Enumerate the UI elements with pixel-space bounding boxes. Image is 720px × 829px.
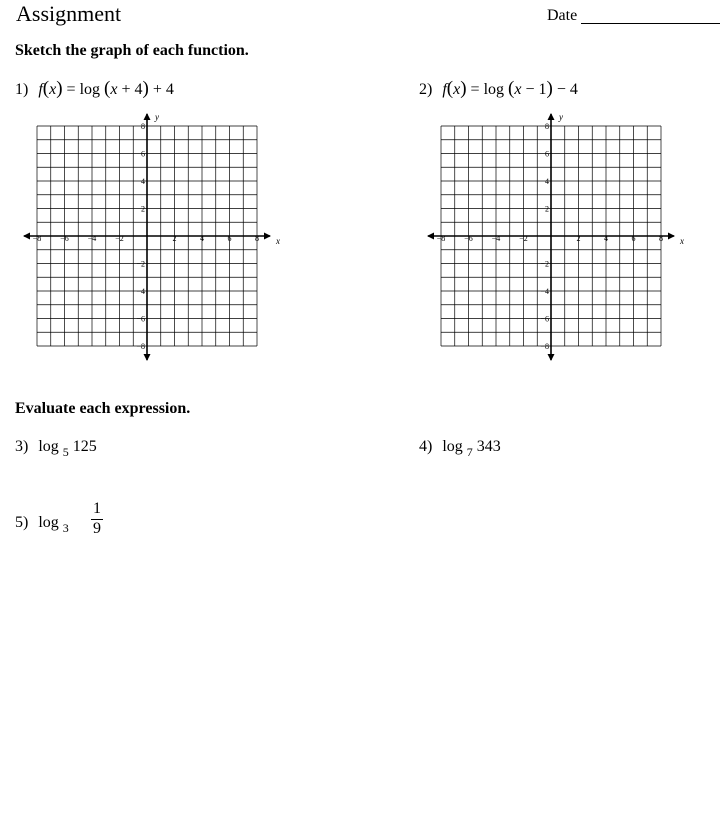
fraction-denominator: 9 — [93, 520, 101, 537]
function-eq: = log — [470, 81, 505, 98]
x-tick-label: 6 — [227, 234, 232, 243]
problem-2: 2) f(x) = log (x − 1) − 4 — [419, 78, 578, 99]
x-tick-label: −4 — [87, 234, 97, 243]
y-tick-label: 2 — [141, 204, 145, 214]
x-tick-label: −8 — [32, 234, 42, 243]
problem-number: 4) — [419, 438, 433, 455]
x-tick-label: 6 — [631, 234, 636, 243]
y-tick-label: −2 — [540, 259, 549, 269]
y-axis-arrow-up — [144, 113, 151, 120]
x-tick-label: 8 — [659, 234, 663, 243]
y-tick-label: −2 — [136, 259, 145, 269]
y-axis-label: y — [155, 112, 159, 122]
x-tick-label: 4 — [604, 234, 608, 243]
y-tick-label: −8 — [540, 342, 549, 351]
date-field[interactable] — [581, 23, 720, 24]
x-tick-label: 2 — [172, 234, 177, 243]
x-tick-label: −6 — [60, 234, 69, 243]
x-tick-label: −2 — [519, 234, 528, 243]
y-tick-label: −6 — [540, 314, 549, 324]
function-name: f — [442, 81, 447, 98]
date-label: Date — [547, 7, 578, 24]
problem-number: 1) — [15, 81, 29, 98]
problem-1: 1) f(x) = log (x + 4) + 4 — [15, 78, 174, 99]
problem-number: 3) — [15, 438, 29, 455]
y-axis-arrow-down — [144, 354, 151, 361]
section-heading-graph: Sketch the graph of each function. — [15, 42, 249, 59]
x-axis-arrow-right — [264, 233, 271, 240]
page-title: Assignment — [16, 1, 122, 26]
inner-var: x — [110, 81, 118, 98]
log-label: log — [38, 514, 59, 531]
problem-5 — [15, 500, 101, 537]
problem-number: 2) — [419, 81, 433, 98]
x-axis-arrow-right — [668, 233, 675, 240]
coordinate-grid-2[interactable] — [426, 112, 684, 366]
x-tick-label: 4 — [200, 234, 204, 243]
log-base: 5 — [62, 445, 69, 459]
x-tick-label: 8 — [255, 234, 259, 243]
log-label: log — [38, 438, 59, 455]
function-var: x — [453, 81, 461, 98]
x-tick-label: −6 — [464, 234, 473, 243]
y-axis-label: y — [559, 112, 563, 122]
y-tick-label: 4 — [141, 177, 145, 186]
problem-3 — [15, 438, 97, 459]
x-tick-label: −4 — [491, 234, 501, 243]
x-axis-label: x — [680, 236, 684, 246]
coordinate-grid-1[interactable] — [22, 112, 280, 366]
inner-var: x — [514, 81, 522, 98]
y-tick-label: −8 — [136, 342, 145, 351]
y-tick-label: 6 — [545, 149, 549, 159]
function-eq: = log — [66, 81, 101, 98]
section-heading-evaluate: Evaluate each expression. — [15, 400, 191, 417]
y-tick-label: 8 — [141, 122, 145, 131]
inner-op: + 4 — [121, 81, 143, 98]
y-tick-label: −4 — [540, 287, 549, 296]
y-tick-label: 4 — [545, 177, 549, 186]
log-label: log — [442, 438, 463, 455]
y-tick-label: 6 — [141, 149, 145, 159]
fraction — [91, 500, 103, 538]
fraction-numerator: 1 — [93, 500, 101, 517]
x-tick-label: −8 — [436, 234, 446, 243]
x-tick-label: −2 — [115, 234, 124, 243]
log-base: 3 — [62, 521, 69, 535]
y-tick-label: −4 — [136, 287, 145, 296]
problem-4 — [419, 438, 501, 459]
y-tick-label: 2 — [545, 204, 549, 214]
x-axis-arrow-left — [427, 233, 434, 240]
problem-number: 5) — [15, 514, 29, 531]
function-var: x — [49, 81, 57, 98]
y-tick-label: −6 — [136, 314, 145, 324]
inner-op: − 1 — [525, 81, 547, 98]
x-tick-label: 2 — [576, 234, 581, 243]
log-argument: 343 — [476, 438, 501, 455]
y-axis-arrow-up — [548, 113, 555, 120]
x-axis-arrow-left — [23, 233, 30, 240]
x-axis-label: x — [276, 236, 280, 246]
log-base: 7 — [466, 445, 473, 459]
y-tick-label: 8 — [545, 122, 549, 131]
y-axis-arrow-down — [548, 354, 555, 361]
outer-term: + 4 — [152, 81, 174, 98]
function-name: f — [38, 81, 43, 98]
outer-term: − 4 — [556, 81, 578, 98]
log-argument: 125 — [72, 438, 97, 455]
